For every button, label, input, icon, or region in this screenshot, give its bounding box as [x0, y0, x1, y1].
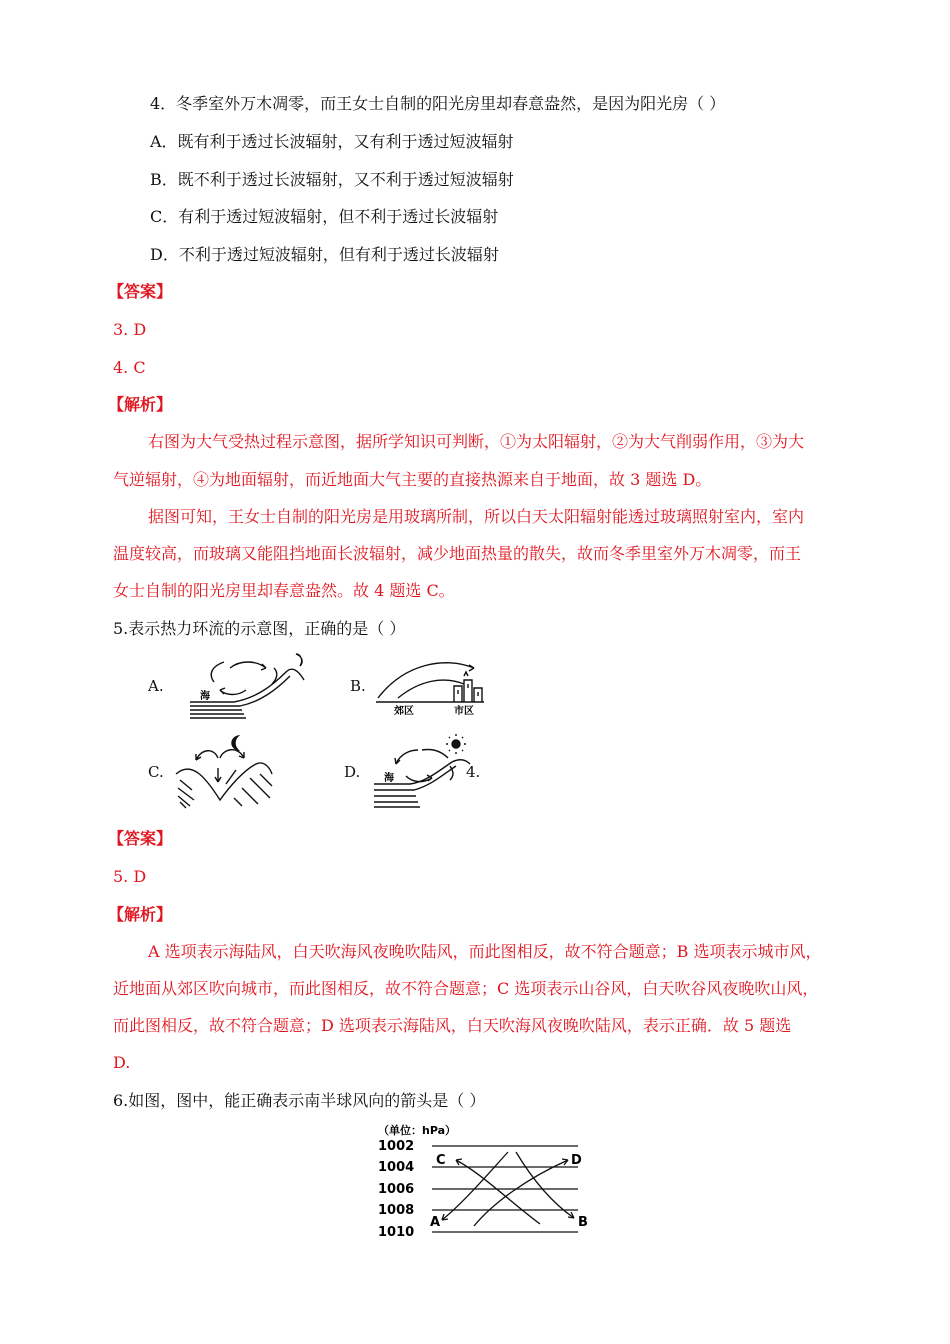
q4-stem: 4．冬季室外万木凋零，而王女士自制的阳光房里却春意盎然，是因为阳光房（ ） [150, 94, 726, 113]
arrow-label-d: D [571, 1153, 582, 1168]
arrow-label-a: A [430, 1215, 441, 1230]
isobar-label: 1004 [378, 1160, 415, 1175]
q5-stem: 5.表示热力环流的示意图，正确的是（ ） [113, 619, 406, 638]
q5-option-d-label: D. [344, 763, 361, 781]
q6-stem: 6.如图，图中，能正确表示南半球风向的箭头是（ ） [113, 1091, 486, 1110]
q5-option-c-label: C. [148, 763, 164, 781]
q5-option-a-sea: 海 [200, 691, 210, 702]
q4-option-d: D．不利于透过短波辐射，但有利于透过长波辐射 [150, 245, 499, 264]
answer-item: 3. D [113, 320, 147, 339]
q4-option-c: C．有利于透过短波辐射，但不利于透过长波辐射 [150, 207, 499, 226]
answer-item: 4. C [113, 358, 146, 377]
analysis-line: A 选项表示海陆风，白天吹海风夜晚吹陆风，而此图相反，故不符合题意；B 选项表示城市风， [148, 942, 822, 961]
isobar-unit: （单位：hPa） [378, 1124, 457, 1137]
isobar-label: 1008 [378, 1203, 415, 1218]
analysis-line: D. [113, 1053, 131, 1072]
analysis-heading: 【解析】 [108, 905, 173, 924]
answer-heading: 【答案】 [108, 282, 173, 301]
q5-option-b-right: 市区 [454, 706, 474, 716]
analysis-line: 女士自制的阳光房里却春意盎然。故 4 题选 C。 [113, 581, 455, 600]
q5-option-b-left: 郊区 [394, 706, 414, 716]
analysis-line: 温度较高，而玻璃又能阻挡地面长波辐射，减少地面热量的散失，故而冬季里室外万木凋零，而王 [113, 544, 802, 563]
arrow-label-b: B [578, 1215, 588, 1230]
q5-option-d-figure [370, 734, 480, 808]
q5-option-d-suffix: 4. [466, 763, 481, 781]
answer-item: 5. D [113, 867, 147, 886]
q5-option-c-figure [172, 730, 276, 810]
q5-option-a-label: A. [148, 677, 164, 695]
q4-option-b: B．既不利于透过长波辐射，又不利于透过短波辐射 [150, 170, 514, 189]
isobar-label: 1002 [378, 1139, 415, 1154]
analysis-heading: 【解析】 [108, 395, 173, 414]
isobar-label: 1006 [378, 1182, 415, 1197]
isobar-figure [378, 1120, 600, 1244]
analysis-line: 据图可知，王女士自制的阳光房是用玻璃所制，所以白天太阳辐射能透过玻璃照射室内，室内 [148, 507, 805, 526]
analysis-line: 右图为大气受热过程示意图，据所学知识可判断，①为太阳辐射，②为大气削弱作用，③为大 [148, 432, 805, 451]
answer-heading: 【答案】 [108, 829, 173, 848]
arrow-d [474, 1160, 568, 1226]
q5-option-a-figure [186, 646, 310, 722]
analysis-line: 而此图相反，故不符合题意；D 选项表示海陆风，白天吹海风夜晚吹陆风，表示正确．故 5 题选 [113, 1016, 792, 1035]
q5-option-d-sea: 海 [384, 773, 394, 784]
analysis-line: 气逆辐射，④为地面辐射，而近地面大气主要的直接热源来自于地面，故 3 题选 D。 [113, 470, 712, 489]
arrow-label-c: C [436, 1153, 446, 1168]
analysis-line: 近地面从郊区吹向城市，而此图相反，故不符合题意；C 选项表示山谷风，白天吹谷风夜晚吹山风， [113, 979, 819, 998]
q4-option-a: A．既有利于透过长波辐射，又有利于透过短波辐射 [150, 132, 514, 151]
isobar-label: 1010 [378, 1225, 415, 1240]
q5-option-b-figure [374, 650, 486, 716]
q5-option-b-label: B. [350, 677, 366, 695]
